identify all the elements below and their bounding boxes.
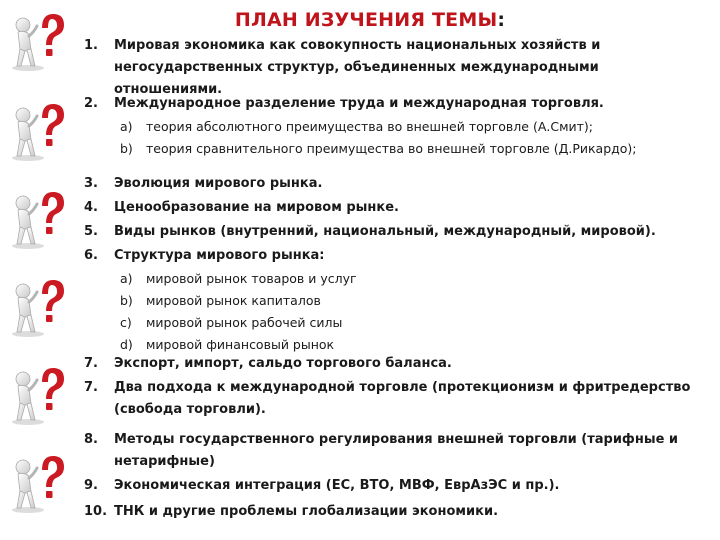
sub-item-letter: a) <box>120 119 133 134</box>
sub-item-text: мировой рынок товаров и услуг <box>146 271 357 286</box>
item-number: 8. <box>84 432 98 447</box>
item-text: Международное разделение труда и международная торговля. <box>114 96 604 111</box>
question-figure-icon <box>6 186 70 252</box>
title-text: ПЛАН ИЗУЧЕНИЯ ТЕМЫ <box>234 9 498 31</box>
item-text: Эволюция мирового рынка. <box>114 176 323 191</box>
item-number: 6. <box>84 248 98 263</box>
item-number: 1. <box>84 38 98 53</box>
question-figure-icon <box>6 274 70 340</box>
title-colon: : <box>497 9 506 31</box>
item-text: Экономическая интеграция (ЕС, ВТО, МВФ, ЕврАзЭС и пр.). <box>114 478 560 493</box>
sidebar-icons <box>0 0 76 540</box>
item-number: 9. <box>84 478 98 493</box>
item-text: Виды рынков (внутренний, национальный, международный, мировой). <box>114 224 656 239</box>
item-text: Методы государственного регулирования внешней торговли (тарифные и <box>114 432 679 447</box>
question-figure-icon <box>6 450 70 516</box>
item-text-continued: отношениями. <box>114 82 223 97</box>
sub-item-letter: a) <box>120 271 133 286</box>
sub-item-text: мировой рынок рабочей силы <box>146 315 343 330</box>
item-text-continued: негосударственных структур, объединенных международными <box>114 60 599 75</box>
sub-item-letter: b) <box>120 141 133 156</box>
sub-item-letter: d) <box>120 337 133 352</box>
sub-item-text: теория абсолютного преимущества во внешней торговле (А.Смит); <box>146 119 593 134</box>
item-text: Два подхода к международной торговле (протекционизм и фритредерство <box>114 380 691 395</box>
item-number: 10. <box>84 504 108 519</box>
item-text: Экспорт, импорт, сальдо торгового баланса. <box>114 356 452 371</box>
item-number: 4. <box>84 200 98 215</box>
item-text-continued: (свобода торговли). <box>114 402 266 417</box>
item-text: Ценообразование на мировом рынке. <box>114 200 399 215</box>
sub-item-text: мировой финансовый рынок <box>146 337 335 352</box>
item-text: ТНК и другие проблемы глобализации экономики. <box>114 504 499 519</box>
item-text: Структура мирового рынка: <box>114 248 325 263</box>
sub-item-text: мировой рынок капиталов <box>146 293 321 308</box>
question-figure-icon <box>6 8 70 74</box>
item-number: 7. <box>84 356 98 371</box>
sub-item-text: теория сравнительного преимущества во внешней торговле (Д.Рикардо); <box>146 141 637 156</box>
item-number: 2. <box>84 96 98 111</box>
page-title <box>200 9 540 31</box>
item-text: Мировая экономика как совокупность национальных хозяйств и <box>114 38 601 53</box>
item-text-continued: нетарифные) <box>114 454 215 469</box>
question-figure-icon <box>6 98 70 164</box>
sub-item-letter: b) <box>120 293 133 308</box>
question-figure-icon <box>6 362 70 428</box>
item-number: 3. <box>84 176 98 191</box>
sub-item-letter: c) <box>120 315 132 330</box>
item-number: 5. <box>84 224 98 239</box>
item-number: 7. <box>84 380 98 395</box>
